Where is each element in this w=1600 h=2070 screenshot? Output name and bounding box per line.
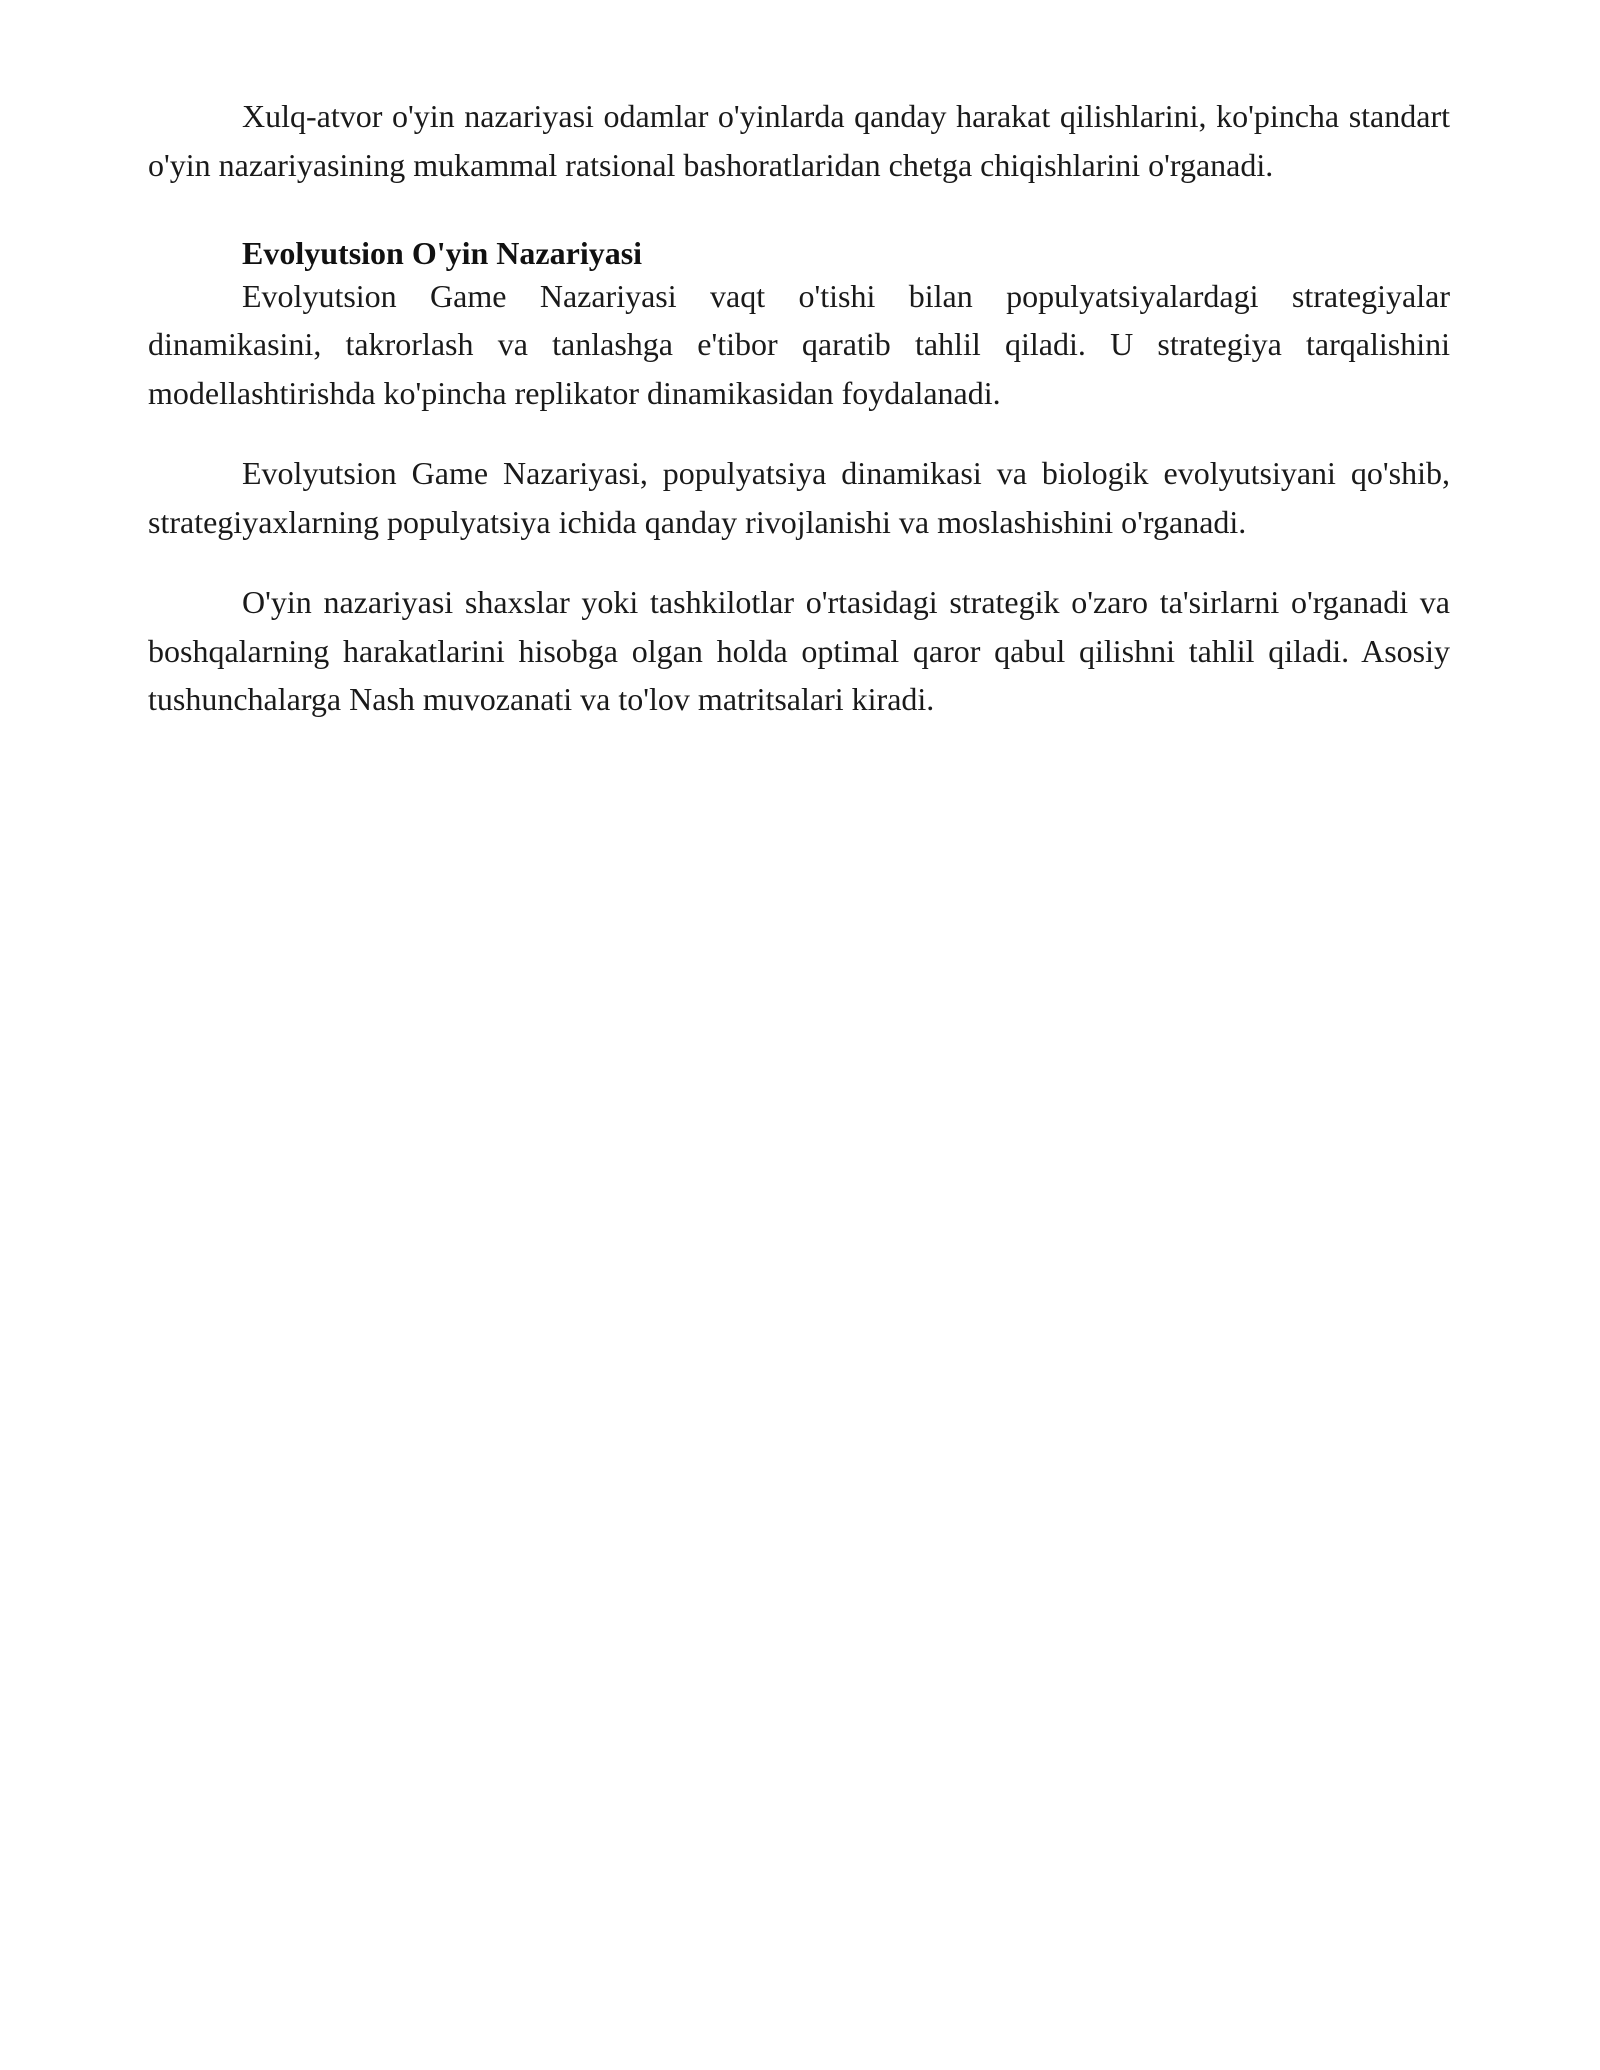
paragraph-population-evolution: Evolyutsion Game Nazariyasi, populyatsiya dinamikasi va biologik evolyutsiyani qo'shib, strategiyaxlarning populyatsiya ichida qanday rivojlanishi va moslashishini o'rganadi. xyxy=(148,455,1450,540)
document-body xyxy=(148,92,1450,724)
paragraph-behavioral-game-theory: Xulq-atvor o'yin nazariyasi odamlar o'yinlarda qanday harakat qilishlarini, ko'pincha standart o'yin nazariyasining mukammal ratsional bashoratlaridan chetga chiqishlarini o'rganadi. xyxy=(148,98,1450,183)
section-heading-evolutionary-game-theory: Evolyutsion O'yin Nazariyasi xyxy=(242,235,643,271)
paragraph-game-theory-overview: O'yin nazariyasi shaxslar yoki tashkilotlar o'rtasidagi strategik o'zaro ta'sirlarni o'rganadi va boshqalarning harakatlarini hisobga olgan holda optimal qaror qabul qilishni tahlil qiladi. Asosiy tushunchalarga Nash muvozanati va to'lov matritsalari kiradi. xyxy=(148,584,1450,717)
paragraph-evolutionary-dynamics: Evolyutsion Game Nazariyasi vaqt o'tishi bilan populyatsiyalardagi strategiyalar dinamikasini, takrorlash va tanlashga e'tibor qaratib tahlil qiladi. U strategiya tarqalishini modellashtirishda ko'pincha replikator dinamikasidan foydalanadi. xyxy=(148,277,1450,411)
